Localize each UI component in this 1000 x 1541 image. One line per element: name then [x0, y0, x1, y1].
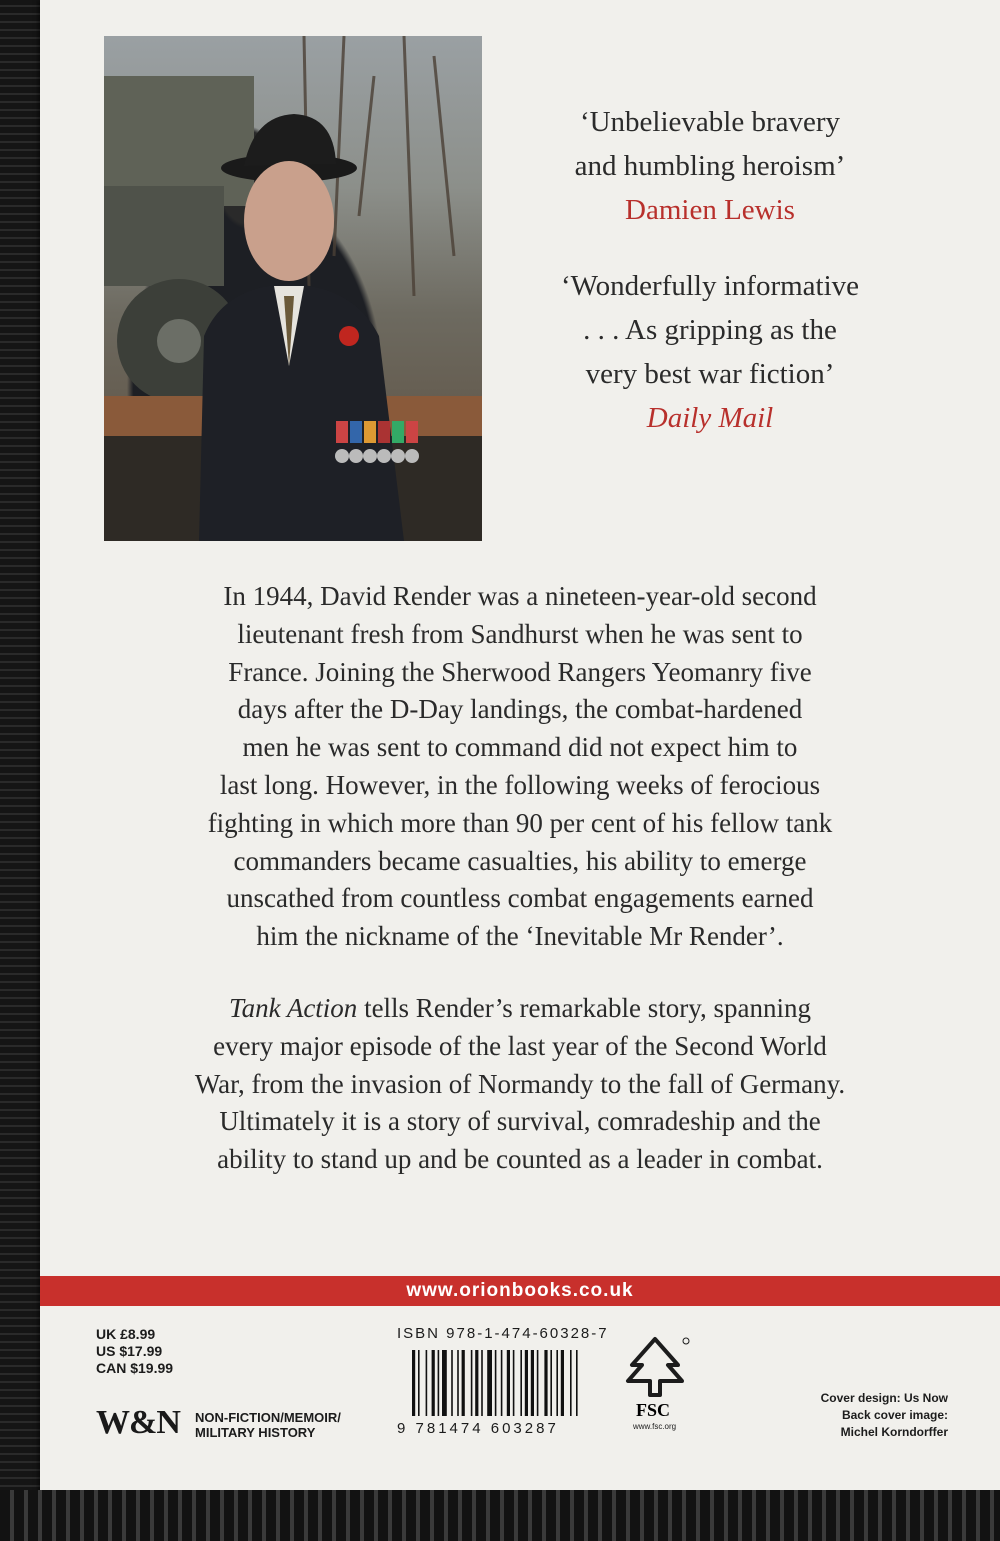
- blurb-line: War, from the invasion of Normandy to the fall of Germany.: [194, 1068, 846, 1099]
- blurb-paragraph-2: [140, 990, 900, 1179]
- publisher-logo: W&N: [96, 1404, 180, 1441]
- blurb-line: every major episode of the last year of the Second World: [213, 1030, 827, 1061]
- price-us: US $17.99: [96, 1343, 163, 1359]
- blurb-line: him the nickname of the ‘Inevitable Mr Render’.: [256, 921, 784, 952]
- quote-2-author: Daily Mail: [646, 402, 774, 434]
- blurb-line: men he was sent to command did not expect him to: [242, 732, 798, 763]
- quote-1: [520, 100, 900, 232]
- publisher-website: www.orionbooks.co.uk: [406, 1280, 634, 1301]
- quote-1-author: Damien Lewis: [625, 194, 795, 226]
- blurb-line: France. Joining the Sherwood Rangers Yeomanry five: [228, 656, 812, 687]
- book-title: Tank Action: [229, 992, 358, 1023]
- credit-line-3: Michel Korndorffer: [840, 1425, 948, 1439]
- quote-2: [520, 264, 900, 440]
- blurb-line: Ultimately it is a story of survival, comradeship and the: [219, 1106, 821, 1137]
- genre-line-1: NON-FICTION/MEMOIR/: [195, 1410, 341, 1425]
- genre-label: [195, 1410, 341, 1440]
- blurb-line: In 1944, David Render was a nineteen-year-old second: [223, 581, 817, 611]
- blurb-line: lieutenant fresh from Sandhurst when he was sent to: [237, 618, 803, 649]
- author-photo: [104, 36, 482, 541]
- fsc-url: www.fsc.org: [633, 1422, 677, 1431]
- blurb-line: fighting in which more than 90 per cent of his fellow tank: [207, 807, 833, 838]
- genre-line-2: MILITARY HISTORY: [195, 1425, 316, 1440]
- barcode-digits: 9 781474 603287: [397, 1420, 559, 1437]
- price-can: CAN $19.99: [96, 1360, 174, 1376]
- publisher-url-bar: [40, 1276, 1000, 1306]
- isbn-text: ISBN 978-1-474-60328-7: [397, 1325, 609, 1342]
- book-blurb: [140, 578, 900, 1179]
- fsc-label: FSC: [636, 1400, 671, 1420]
- blurb-line: tells Render’s remarkable story, spanning: [357, 992, 811, 1023]
- blurb-line: unscathed from countless combat engagements earned: [226, 883, 814, 914]
- fabric-edge-left: [0, 0, 40, 1541]
- review-quotes: [520, 100, 900, 440]
- blurb-line: commanders became casualties, his ability to emerge: [233, 845, 807, 876]
- credit-line-2: Back cover image:: [841, 1408, 948, 1422]
- quote-2-line-1: ‘Wonderfully informative: [560, 270, 860, 302]
- credit-line-1: Cover design: Us Now: [820, 1391, 948, 1405]
- cover-credits: [800, 1390, 948, 1441]
- barcode-icon: [410, 1350, 600, 1418]
- price-uk: UK £8.99: [96, 1326, 156, 1342]
- blurb-line: ability to stand up and be counted as a leader in combat.: [217, 1144, 823, 1175]
- quote-2-line-3: very best war fiction’: [585, 358, 835, 390]
- blurb-line: last long. However, in the following weeks of ferocious: [219, 769, 821, 800]
- fsc-tree-icon: [620, 1335, 690, 1399]
- blurb-paragraph-1: [140, 578, 900, 956]
- quote-1-line-1: ‘Unbelievable bravery: [579, 106, 841, 138]
- fabric-edge-bottom: [0, 1490, 1000, 1541]
- quote-1-line-2: and humbling heroism’: [574, 150, 846, 182]
- quote-2-line-2: . . . As gripping as the: [583, 314, 837, 346]
- price-list: [96, 1326, 173, 1377]
- blurb-line: days after the D-Day landings, the combat-hardened: [237, 694, 803, 725]
